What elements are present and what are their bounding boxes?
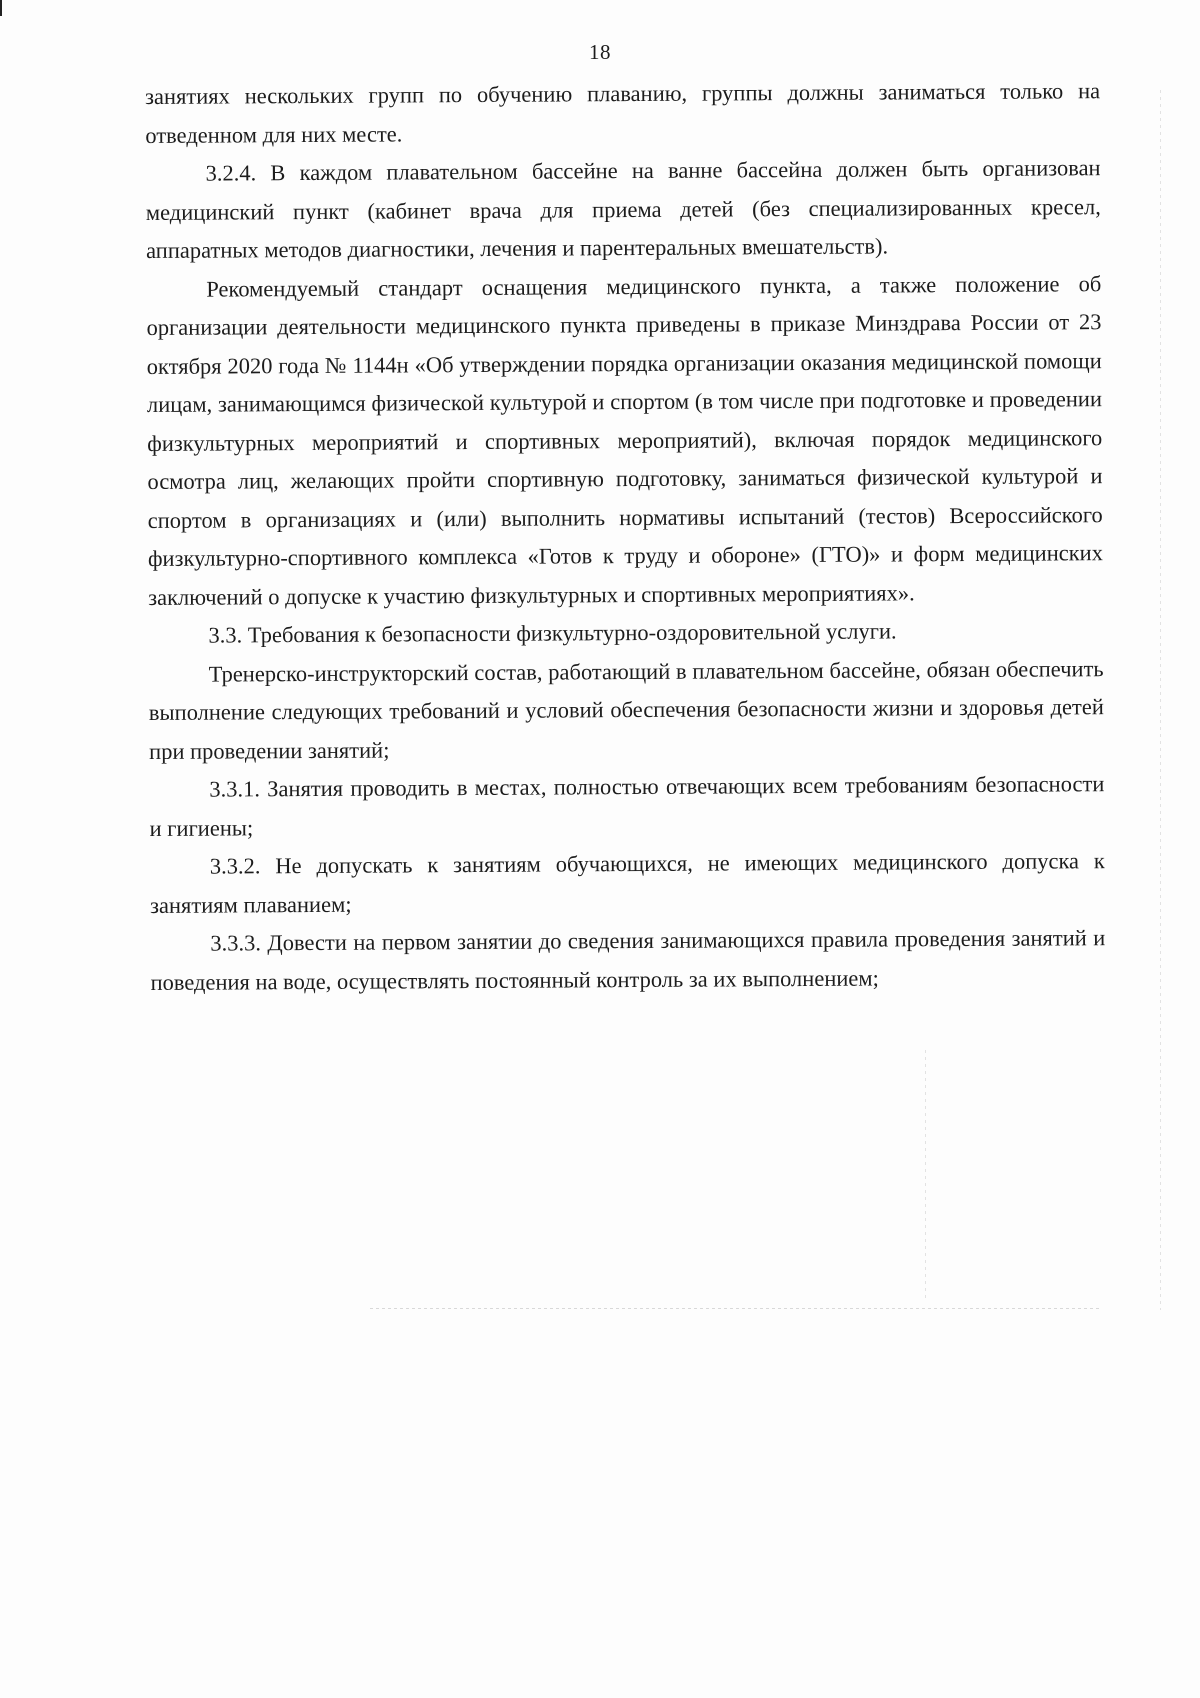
scan-corner-mark	[0, 0, 2, 16]
paragraph-3-3-heading: 3.3. Требования к безопасности физкультурно-оздоровительной услуги.	[208, 618, 897, 648]
page-number: 18	[589, 40, 611, 64]
paragraph-3-3-3: 3.3.3. Довести на первом занятии до сведения занимающихся правила проведения занятий и поведения на воде, осуществлять постоянный контроль за их выполнением;	[150, 925, 1106, 995]
paragraph-3-3-2: 3.3.2. Не допускать к занятиям обучающихся, не имеющих медицинского допуска к занятиям плаванием;	[149, 848, 1105, 918]
scan-artifact-vertical-2	[925, 1050, 926, 1300]
paragraph-3-2-4: 3.2.4. В каждом плавательном бассейне на ванне бассейна должен быть организован медицинский пункт (кабинет врача для приема детей (без специализированных кресел, аппаратных методов диагностики, лечения и парентеральных вмешательств).	[145, 155, 1101, 263]
paragraph-continuation: занятиях нескольких групп по обучению плаванию, группы должны заниматься только на отведенном для них месте.	[145, 78, 1101, 148]
paragraph-trainer-staff: Тренерско-инструкторский состав, работающий в плавательном бассейне, обязан обеспечить выполнение следующих требований и условий обеспечения безопасности жизни и здоровья детей при проведении занятий;	[148, 655, 1104, 764]
paragraph-3-3-1: 3.3.1. Занятия проводить в местах, полностью отвечающих всем требованиям безопасности и гигиены;	[149, 771, 1105, 841]
scan-artifact-line	[370, 1308, 1100, 1309]
document-body	[145, 72, 1106, 1002]
scan-artifact-vertical	[1160, 90, 1161, 1310]
paragraph-recommended-standard: Рекомендуемый стандарт оснащения медицинского пункта, а также положение об организации деятельности медицинского пункта приведены в приказе Минздрава России от 23 октября 2020 года № 1144н «Об утверждении порядка организации оказания медицинской помощи лицам, занимающимся физической культурой и спортом (в том числе при подготовке и проведении физкультурных мероприятий и спортивных мероприятий), включая порядок медицинского осмотра лиц, желающих пройти спортивную подготовку, заниматься физической культурой и спортом в организациях и (или) выполнить нормативы испытаний (тестов) Всероссийского физкультурно-спортивного комплекса «Готов к труду и обороне» (ГТО)» и форм медицинских заключений о допуске к участию физкультурных и спортивных мероприятиях».	[146, 270, 1103, 610]
